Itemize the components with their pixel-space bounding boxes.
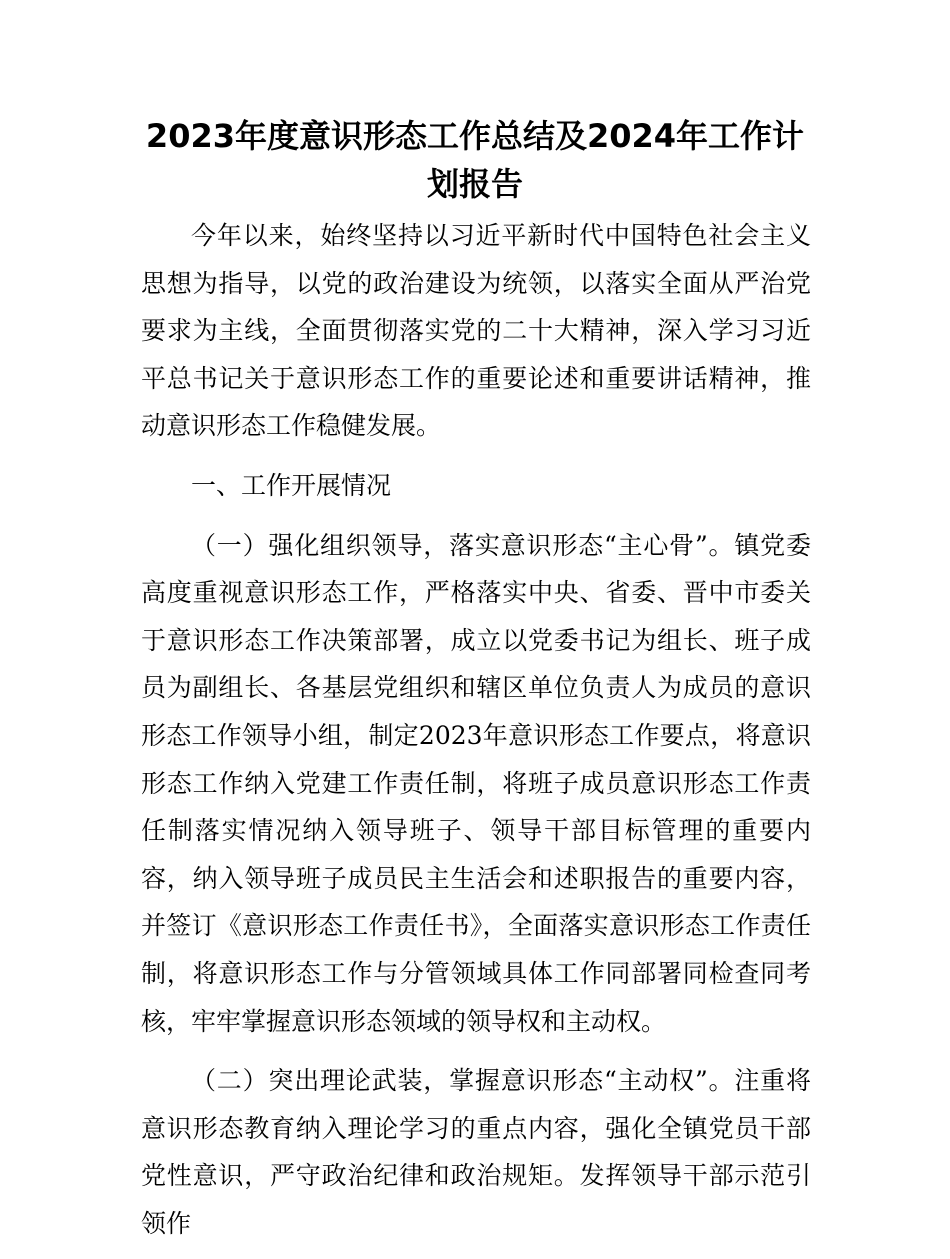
section-heading: 一、工作开展情况 (191, 470, 392, 500)
subsection-paragraph: （二）突出理论武装，掌握意识形态“主动权”。注重将意识形态教育纳入理论学习的重点内容，强化全镇党员干部党性意识，严守政治纪律和政治规矩。发挥领导干部示范引领作 (141, 1066, 811, 1238)
subsection-paragraph: （一）强化组织领导，落实意识形态“主心骨”。镇党委高度重视意识形态工作，严格落实中央、省委、晋中市委关于意识形态工作决策部署，成立以党委书记为组长、班子成员为副组长、各基层党组织和辖区单位负责人为成员的意识形态工作领导小组，制定2023年意识形态工作要点，将意识形态工作纳入党建工作责任制，将班子成员意识形态工作责任制落实情况纳入领导班子、领导干部目标管理的重要内容，纳入领导班子成员民主生活会和述职报告的重要内容，并签订《意识形态工作责任书》，全面落实意识形态工作责任制，将意识形态工作与分管领域具体工作同部署同检查同考核，牢牢掌握意识形态领域的领导权和主动权。 (141, 530, 811, 1036)
intro-paragraph: 今年以来，始终坚持以习近平新时代中国特色社会主义思想为指导，以党的政治建设为统领，以落实全面从严治党要求为主线，全面贯彻落实党的二十大精神，深入学习习近平总书记关于意识形态工作的重要论述和重要讲话精神，推动意识形态工作稳健发展。 (141, 221, 811, 441)
document-body (141, 212, 811, 1259)
document-title: 2023年度意识形态工作总结及2024年工作计划报告 (145, 117, 805, 203)
